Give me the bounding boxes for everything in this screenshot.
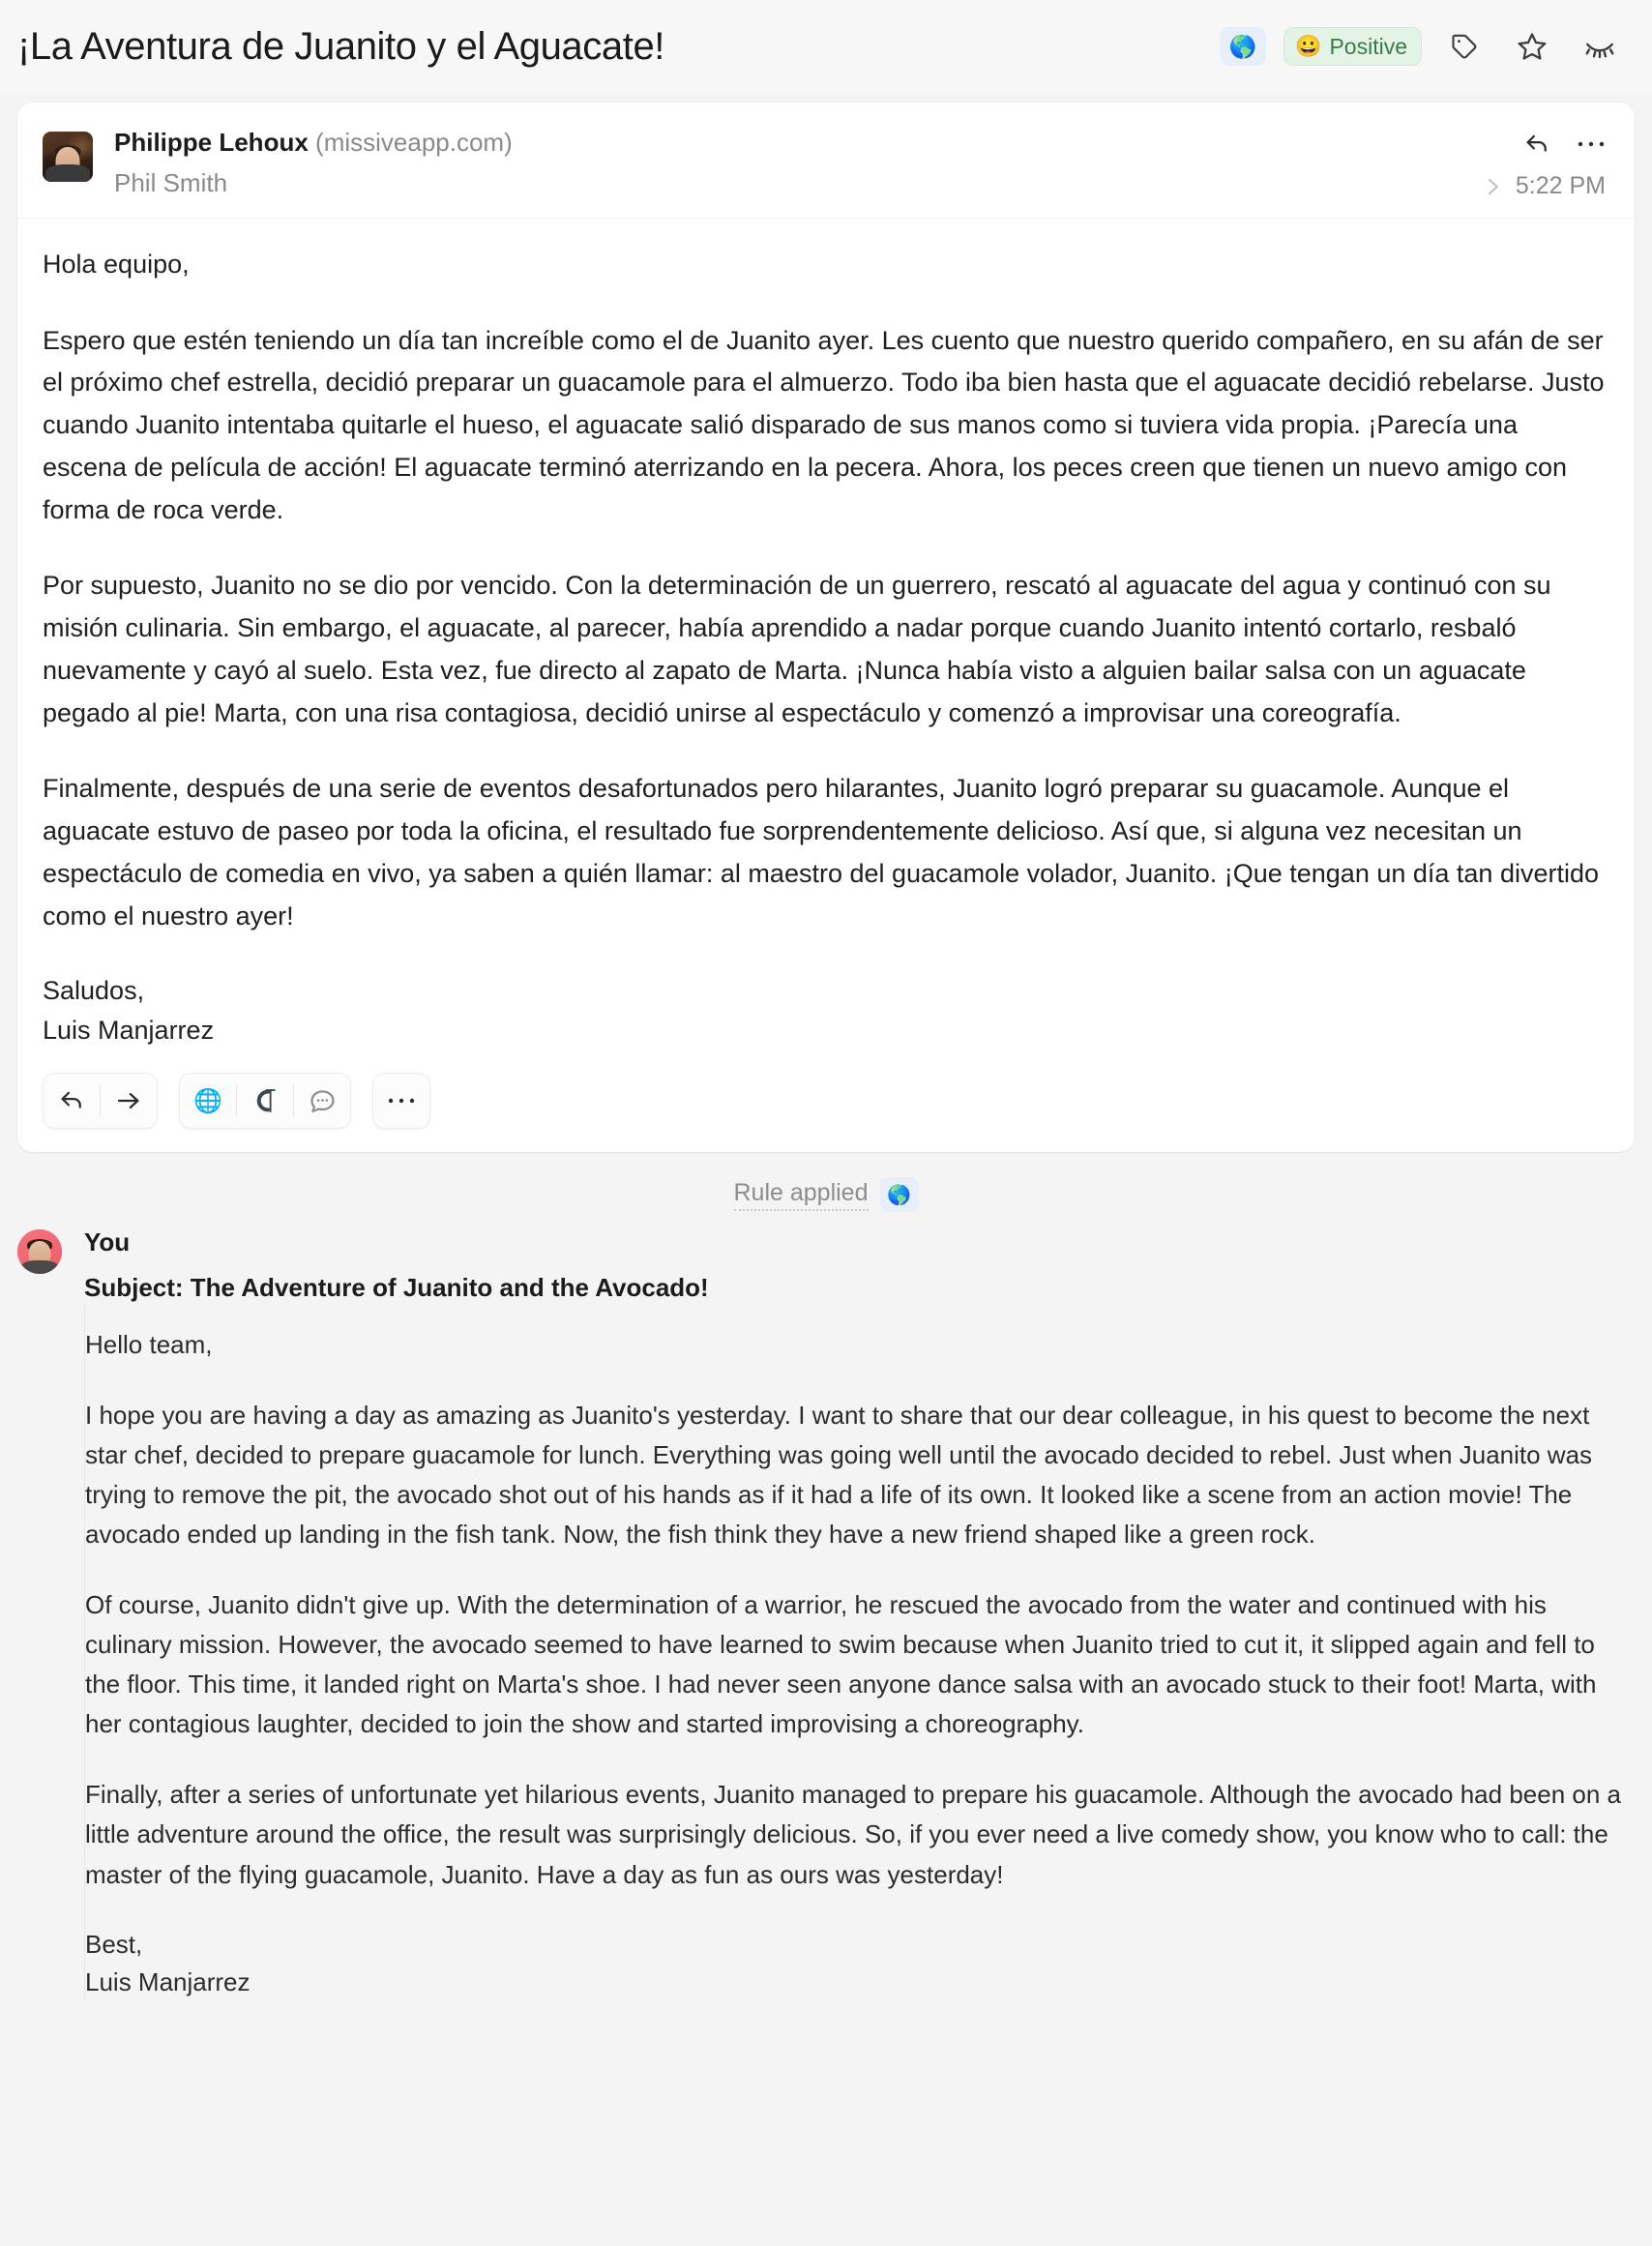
reply-forward-group [43, 1073, 158, 1129]
globe-icon: 🌎 [1228, 33, 1257, 59]
reply-paragraph-3: Finally, after a series of unfortunate yet hilarious events, Juanito managed to prepare his guacamole. Although the avocado had been on a little adventure around the office, the result was surprisingly delicious. So, if you ever need a live comedy show, you know who to call: the master of the flying guacamole, Juanito. Have a day as fun as ours was yesterday! [85, 1780, 1621, 1889]
body-paragraph-1: Espero que estén teniendo un día tan increíble como el de Juanito ayer. Les cuento que nuestro querido compañero, en su afán de ser el próximo chef estrella, decidió preparar un guacamole para el almuerzo. Todo iba bien hasta que el aguacate decidió rebelarse. Justo cuando Juanito intentaba quitarle el hueso, el aguacate salió disparado de sus manos como si tuviera vida propia. ¡Parecía una escena de película de acción! El aguacate terminó aterrizando en la pecera. Ahora, los peces creen que tienen un nuevo amigo con forma de roca verde. [43, 325, 1605, 524]
status-badge-sentiment[interactable] [1283, 27, 1422, 66]
translate-button[interactable] [180, 1073, 236, 1129]
star-icon[interactable] [1507, 23, 1557, 70]
translate-language-badge[interactable] [1220, 27, 1266, 66]
translation-author-block [84, 1227, 709, 1303]
rule-applied-label[interactable]: Rule applied [734, 1179, 869, 1211]
summarize-button[interactable] [237, 1073, 293, 1129]
message-timestamp: 5:22 PM [1515, 172, 1606, 199]
globe-icon: 🌐 [193, 1087, 222, 1114]
comment-button[interactable] [294, 1073, 350, 1129]
avatar [43, 132, 93, 182]
body-greeting: Hola equipo, [43, 250, 190, 279]
message-time-row [1486, 174, 1606, 198]
thread-header-actions [1220, 23, 1625, 70]
message-body [17, 219, 1635, 1057]
translation-header [0, 1227, 1623, 1303]
translation-subject: Subject: The Adventure of Juanito and the Avocado! [84, 1273, 709, 1303]
thread-header [0, 0, 1652, 93]
body-sign-off: Saludos, [43, 976, 145, 1006]
tag-icon[interactable] [1439, 23, 1490, 70]
sender-domain: (missiveapp.com) [315, 128, 513, 157]
reply-button[interactable] [44, 1073, 100, 1129]
rule-globe-badge[interactable] [880, 1177, 919, 1212]
more-actions-button[interactable] [373, 1073, 429, 1129]
recipient-name: Phil Smith [114, 167, 228, 197]
sender-line [114, 128, 1466, 159]
chevron-right-icon[interactable] [1486, 176, 1502, 197]
translation-body-wrap [84, 1304, 1623, 2002]
reply-signature [85, 1926, 1623, 2002]
reply-sign-off: Best, [85, 1929, 143, 1959]
reply-icon[interactable] [1522, 130, 1551, 159]
translation-author: You [84, 1227, 131, 1257]
message-sender-block [114, 128, 1466, 198]
message-card [17, 103, 1635, 1152]
body-signature [43, 971, 1606, 1049]
message-action-toolbar [17, 1057, 1635, 1152]
body-paragraph-3: Finalmente, después de una serie de eventos desafortunados pero hilarantes, Juanito logró preparar su guacamole. Aunque el aguacate estuvo de paseo por toda la oficina, el resultado fue sorprendentemente delicioso. Así que, si alguna vez necesitan un espectáculo de comedia en vivo, ya saben a quién llamar: al maestro del guacamole volador, Juanito. ¡Que tengan un día tan divertido como el nuestro ayer! [43, 774, 1599, 931]
body-signature-name: Luis Manjarrez [43, 1015, 215, 1045]
more-actions-group [372, 1073, 430, 1129]
sentiment-label: Positive [1329, 33, 1407, 59]
more-options-icon[interactable] [1577, 139, 1606, 149]
page-title: ¡La Aventura de Juanito y el Aguacate! [17, 25, 664, 68]
sender-name: Philippe Lehoux [114, 128, 309, 157]
reply-signature-name: Luis Manjarrez [85, 1967, 251, 1997]
reply-greeting: Hello team, [85, 1329, 213, 1359]
reply-paragraph-1: I hope you are having a day as amazing as Juanito's yesterday. I want to share that our dear colleague, in his quest to become the next star chef, decided to prepare guacamole for lunch. Everything was going well until the avocado decided to rebel. Just when Juanito was trying to remove the pit, the avocado shot out of his hands as if it had a life of its own. It looked like a scene from an action movie! The avocado ended up landing in the fish tank. Now, the fish think they have a new friend shaped like a green rock. [85, 1400, 1593, 1549]
smiley-icon: 😀 [1295, 34, 1322, 58]
message-header-actions [1522, 130, 1606, 159]
body-paragraph-2: Por supuesto, Juanito no se dio por vencido. Con la determinación de un guerrero, rescató al aguacate del agua y continuó con su misión culinaria. Sin embargo, el aguacate, al parecer, había aprendido a nadar porque cuando Juanito intentó cortarlo, resbaló nuevamente y cayó al suelo. Esta vez, fue directo al zapato de Marta. ¡Nunca había visto a alguien bailar salsa con un aguacate pegado al pie! Marta, con una risa contagiosa, decidió unirse al espectáculo y comenzó a improvisar una coreografía. [43, 571, 1551, 727]
reply-paragraph-2: Of course, Juanito didn't give up. With the determination of a warrior, he rescued the avocado from the water and continued with his culinary mission. However, the avocado seemed to have learned to swim because when Juanito tried to cut it, it slipped again and fell to the floor. This time, it landed right on Marta's shoe. I had never seen anyone dance salsa with an avocado stuck to their foot! Marta, with her contagious laughter, decided to join the show and started improvising a choreography. [85, 1590, 1597, 1739]
message-header[interactable] [17, 103, 1635, 219]
globe-icon: 🌎 [887, 1184, 911, 1206]
translation-body [85, 1304, 1623, 2002]
translation-block [0, 1227, 1652, 2040]
forward-button[interactable] [101, 1073, 157, 1129]
eye-closed-icon[interactable] [1575, 23, 1625, 70]
rule-applied-row [0, 1177, 1652, 1212]
avatar [17, 1229, 62, 1274]
message-header-right [1486, 128, 1606, 198]
assist-tools-group [179, 1073, 351, 1129]
